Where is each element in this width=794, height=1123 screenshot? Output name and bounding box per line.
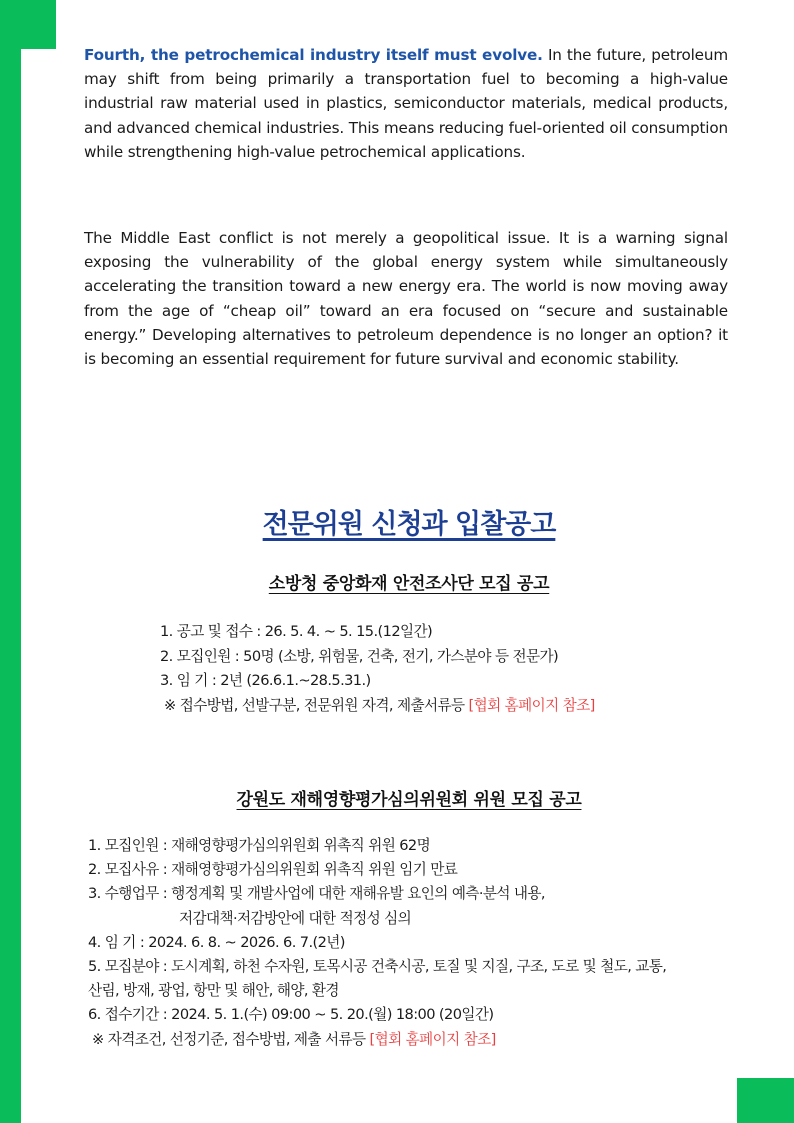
paragraph-lead: Fourth, the petrochemical industry itself must evolve. bbox=[84, 46, 543, 64]
homepage-reference-link[interactable]: [협회 홈페이지 참조] bbox=[468, 696, 595, 714]
list-item: 3. 임 기 : 2년 (26.6.1.~28.5.31.) bbox=[160, 672, 371, 689]
left-accent-bar bbox=[0, 0, 21, 1123]
list-item: 3. 수행업무 : 행정계획 및 개발사업에 대한 재해유발 요인의 예측·분석 내용, bbox=[88, 885, 545, 903]
top-left-accent-block bbox=[0, 0, 56, 49]
section-2-list bbox=[88, 834, 666, 1052]
list-item-continuation: 저감대책·저감방안에 대한 적정성 심의 bbox=[179, 909, 412, 927]
list-item: 2. 모집사유 : 재해영향평가심의위원회 위촉직 위원 임기 만료 bbox=[88, 861, 458, 879]
list-item: 6. 접수기간 : 2024. 5. 1.(수) 09:00 ~ 5. 20.(월) 18:00 (20일간) bbox=[88, 1006, 494, 1024]
section-1-list bbox=[160, 620, 595, 718]
note-text: ※ 자격조건, 선정기준, 접수방법, 제출 서류등 bbox=[92, 1030, 370, 1048]
list-item: 5. 모집분야 : 도시계획, 하천 수자원, 토목시공 건축시공, 토질 및 지질, 구조, 도로 및 철도, 교통, bbox=[88, 958, 667, 976]
article-paragraph-1 bbox=[84, 43, 728, 164]
bottom-right-accent-block bbox=[737, 1078, 794, 1123]
list-note bbox=[88, 1028, 666, 1052]
list-item-continuation: 산림, 방재, 광업, 항만 및 해안, 해양, 환경 bbox=[88, 982, 339, 1000]
list-item: 1. 공고 및 접수 : 26. 5. 4. ~ 5. 15.(12일간) bbox=[160, 623, 433, 640]
list-item: 1. 모집인원 : 재해영향평가심의위원회 위촉직 위원 62명 bbox=[88, 837, 431, 854]
list-note bbox=[160, 694, 595, 719]
note-text: ※ 접수방법, 선발구분, 전문위원 자격, 제출서류등 bbox=[164, 696, 469, 714]
section-1-title: 소방청 중앙화재 안전조사단 모집 공고 bbox=[268, 574, 550, 594]
homepage-reference-link[interactable]: [협회 홈페이지 참조] bbox=[369, 1030, 496, 1048]
paragraph-body: In the future, petroleum may shift from being primarily a transportation fuel to becoming a high-value industrial raw material used in plastics, semiconductor materials, medical products, and advanced chemical industries. This means reducing fuel-oriented oil consumption while strengthening high-value petrochemical applications. bbox=[84, 46, 728, 161]
notice-main-title: 전문위원 신청과 입찰공고 bbox=[262, 509, 556, 540]
list-item: 2. 모집인원 : 50명 (소방, 위험물, 건축, 전기, 가스분야 등 전문가) bbox=[160, 647, 559, 665]
section-2-title: 강원도 재해영향평가심의위원회 위원 모집 공고 bbox=[236, 790, 582, 810]
list-item: 4. 임 기 : 2024. 6. 8. ~ 2026. 6. 7.(2년) bbox=[88, 933, 345, 951]
article-paragraph-2: The Middle East conflict is not merely a geopolitical issue. It is a warning signal exposing the vulnerability of the global energy system while simultaneously accelerating the transition toward a new energy era. The world is now moving away from the age of “cheap oil” toward an era focused on “secure and sustainable energy.” Developing alternatives to petroleum dependence is no longer an option? it is becoming an essential requirement for future survival and economic stability. bbox=[84, 229, 728, 369]
